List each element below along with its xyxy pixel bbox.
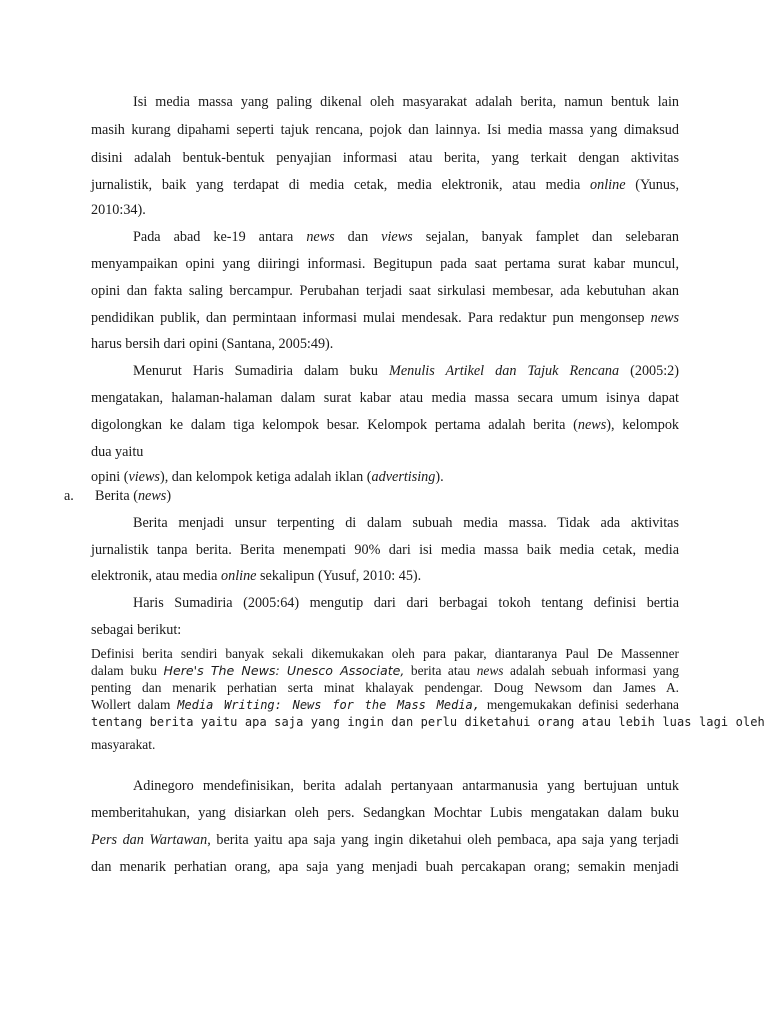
paragraph-3-line-3 [91, 416, 679, 434]
text: (2005:2) [619, 363, 679, 379]
text: Pada abad ke-19 antara [133, 229, 307, 245]
text: elektronik, atau media [91, 568, 222, 584]
text: ), kelompok [606, 417, 680, 433]
paragraph-6-line-2 [91, 804, 679, 822]
quote-line-3 [91, 680, 679, 696]
italic-term: news [577, 417, 607, 433]
paragraph-1-line-2 [91, 121, 679, 139]
paragraph-2-line-5 [91, 335, 679, 353]
paragraph-6-line-1 [133, 777, 679, 795]
text: mengatakan, halaman-halaman dalam surat kabar atau media massa secara umum isinya dapat [91, 390, 679, 406]
text: ) [166, 488, 172, 504]
paragraph-3-line-1 [133, 362, 679, 380]
text: harus bersih dari opini (Santana, 2005:49). [91, 336, 334, 352]
text: jurnalistik, baik yang terdapat di media cetak, media elektronik, atau media [91, 177, 591, 193]
paragraph-3-line-4 [91, 443, 679, 461]
text: adalah sebuah informasi yang [503, 663, 679, 678]
text: sejalan, banyak famplet dan selebaran [412, 229, 679, 245]
text: Berita menjadi unsur terpenting di dalam subuah media massa. Tidak ada aktivitas [133, 515, 679, 531]
text: Haris Sumadiria (2005:64) mengutip dari dari berbagai tokoh tentang definisi bertia [133, 595, 679, 611]
text: ), dan kelompok ketiga adalah iklan ( [159, 469, 372, 485]
text: (Yunus, [625, 177, 679, 193]
text: penting dan menarik perhatian serta minat khalayak pendengar. Doug Newsom dan James A. [91, 680, 679, 695]
italic-term: views [128, 469, 160, 485]
paragraph-5-line-1 [133, 594, 679, 612]
paragraph-6-line-4 [91, 858, 679, 876]
paragraph-2-line-1 [133, 228, 679, 246]
text: mengemukakan definisi sederhana [479, 697, 679, 712]
quote-line-5 [91, 714, 765, 730]
paragraph-2-line-2 [91, 255, 679, 273]
text: berita atau [404, 663, 477, 678]
paragraph-4-line-2 [91, 541, 679, 559]
paragraph-2-line-4 [91, 309, 679, 327]
text: masih kurang dipahami seperti tajuk rencana, pojok dan lainnya. Isi media massa yang dimaksud [91, 122, 679, 138]
text: digolongkan ke dalam tiga kelompok besar. Kelompok pertama adalah berita ( [91, 417, 578, 433]
italic-book-title: Here's The News: Unesco Associate, [163, 663, 405, 678]
italic-term: news [137, 488, 167, 504]
paragraph-1-line-5 [91, 201, 679, 219]
italic-book-title: Pers dan Wartawan [91, 832, 208, 848]
text: Wollert dalam [91, 697, 178, 712]
italic-book-title: Menulis Artikel dan Tajuk Rencana [389, 363, 620, 379]
quote-line-4 [91, 697, 679, 713]
text: Menurut Haris Sumadiria dalam buku [133, 363, 390, 379]
italic-term: advertising [371, 469, 436, 485]
text: sebagai berikut: [91, 622, 182, 638]
italic-book-title: Media Writing: News for the Mass Media, [177, 698, 480, 712]
paragraph-4-line-3 [91, 567, 679, 585]
text: disini adalah bentuk-bentuk penyajian informasi atau berita, yang terkait dengan aktivitas [91, 150, 679, 166]
text: memberitahukan, yang disiarkan oleh pers. Sedangkan Mochtar Lubis mengatakan dalam buku [91, 805, 679, 821]
text: dua yaitu [91, 444, 144, 460]
text: opini ( [91, 469, 129, 485]
text: opini dan fakta saling bercampur. Perubahan terjadi saat sirkulasi membesar, ada kebutuhan akan [91, 283, 679, 299]
paragraph-3-line-5 [91, 468, 679, 486]
text: ). [435, 469, 444, 485]
paragraph-4-line-1 [133, 514, 679, 532]
paragraph-1-line-3 [91, 149, 679, 167]
paragraph-1-line-4 [91, 176, 679, 194]
quote-line-1 [91, 646, 679, 662]
text: dalam buku [91, 663, 164, 678]
text: , berita yaitu apa saja yang ingin diketahui oleh pembaca, apa saja yang terjadi [207, 832, 679, 848]
italic-term: news [650, 310, 679, 326]
paragraph-2-line-3 [91, 282, 679, 300]
text: Isi media massa yang paling dikenal oleh masyarakat adalah berita, namun bentuk lain [133, 94, 679, 110]
paragraph-3-line-2 [91, 389, 679, 407]
paragraph-6-line-3 [91, 831, 679, 849]
section-heading [95, 487, 171, 505]
italic-term: online [221, 568, 257, 584]
text: tentang berita yaitu apa saja yang ingin dan perlu diketahui orang atau lebih luas lagi oleh [91, 715, 765, 729]
text: menyampaikan opini yang diiringi informasi. Begitupun pada saat pertama surat kabar muncul, [91, 256, 679, 272]
list-marker: a. [64, 488, 74, 504]
text: Adinegoro mendefinisikan, berita adalah pertanyaan antarmanusia yang bertujuan untuk [133, 778, 679, 794]
quote-line-6 [91, 737, 679, 753]
italic-term: online [590, 177, 626, 193]
text: sekalipun (Yusuf, 2010: 45). [256, 568, 422, 584]
text: pendidikan publik, dan permintaan informasi mulai mendesak. Para redaktur pun mengonsep [91, 310, 651, 326]
text: dan menarik perhatian orang, apa saja yang menjadi buah percakapan orang; semakin menjadi [91, 859, 679, 875]
paragraph-5-line-2 [91, 621, 679, 639]
text: dan [334, 229, 382, 245]
italic-term: news [476, 663, 504, 678]
text: Definisi berita sendiri banyak sekali dikemukakan oleh para pakar, diantaranya Paul De Massenner [91, 646, 679, 661]
paragraph-1-line-1 [133, 93, 679, 111]
text: jurnalistik tanpa berita. Berita menempati 90% dari isi media massa baik media cetak, media [91, 542, 679, 558]
text: 2010:34). [91, 202, 146, 218]
text: masyarakat. [91, 737, 156, 752]
italic-term: news [306, 229, 335, 245]
quote-line-2 [91, 663, 679, 679]
text: Berita ( [95, 488, 138, 504]
italic-term: views [381, 229, 413, 245]
